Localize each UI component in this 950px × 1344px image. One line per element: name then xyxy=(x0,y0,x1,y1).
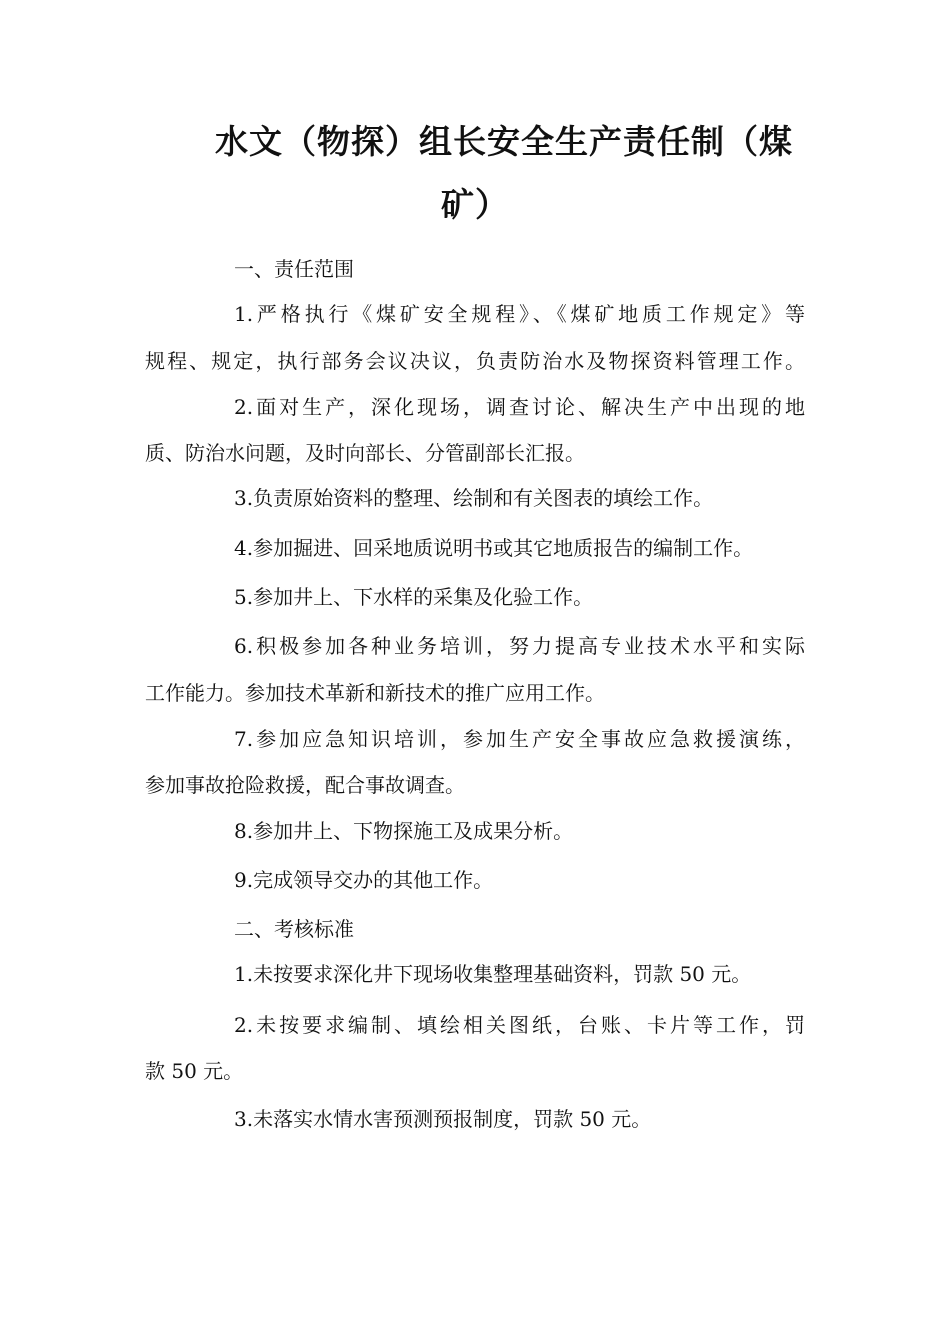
scope-item-2-line-1: 2.面对生产，深化现场，调查讨论、解决生产中出现的地 xyxy=(234,395,805,419)
scope-item-7-line-2: 参加事故抢险救援，配合事故调查。 xyxy=(145,773,465,797)
section-heading-assessment: 二、考核标准 xyxy=(234,917,354,941)
scope-item-3: 3.负责原始资料的整理、绘制和有关图表的填绘工作。 xyxy=(234,486,714,510)
assessment-item-3: 3.未落实水情水害预测预报制度，罚款 50 元。 xyxy=(234,1107,652,1131)
scope-item-6-line-2: 工作能力。参加技术革新和新技术的推广应用工作。 xyxy=(145,681,605,705)
scope-item-6-line-1: 6.积极参加各种业务培训，努力提高专业技术水平和实际 xyxy=(234,634,805,658)
scope-item-1-line-2: 规程、规定，执行部务会议决议，负责防治水及物探资料管理工作。 xyxy=(145,349,805,373)
document-title-line-2: 矿） xyxy=(441,185,509,224)
assessment-item-2-line-1: 2.未按要求编制、填绘相关图纸，台账、卡片等工作，罚 xyxy=(234,1013,805,1037)
scope-item-2-line-2: 质、防治水问题，及时向部长、分管副部长汇报。 xyxy=(145,441,585,465)
document-title-line-1: 水文（物探）组长安全生产责任制（煤 xyxy=(215,122,793,161)
scope-item-7-line-1: 7.参加应急知识培训，参加生产安全事故应急救援演练， xyxy=(234,727,805,751)
section-heading-scope: 一、责任范围 xyxy=(234,257,354,281)
scope-item-5: 5.参加井上、下水样的采集及化验工作。 xyxy=(234,585,594,609)
scope-item-8: 8.参加井上、下物探施工及成果分析。 xyxy=(234,819,574,843)
scope-item-1-line-1: 1.严格执行《煤矿安全规程》、《煤矿地质工作规定》等 xyxy=(234,302,805,326)
assessment-item-1: 1.未按要求深化井下现场收集整理基础资料，罚款 50 元。 xyxy=(234,962,752,986)
scope-item-4: 4.参加掘进、回采地质说明书或其它地质报告的编制工作。 xyxy=(234,536,754,560)
scope-item-9: 9.完成领导交办的其他工作。 xyxy=(234,868,494,892)
assessment-item-2-line-2: 款 50 元。 xyxy=(145,1059,244,1083)
